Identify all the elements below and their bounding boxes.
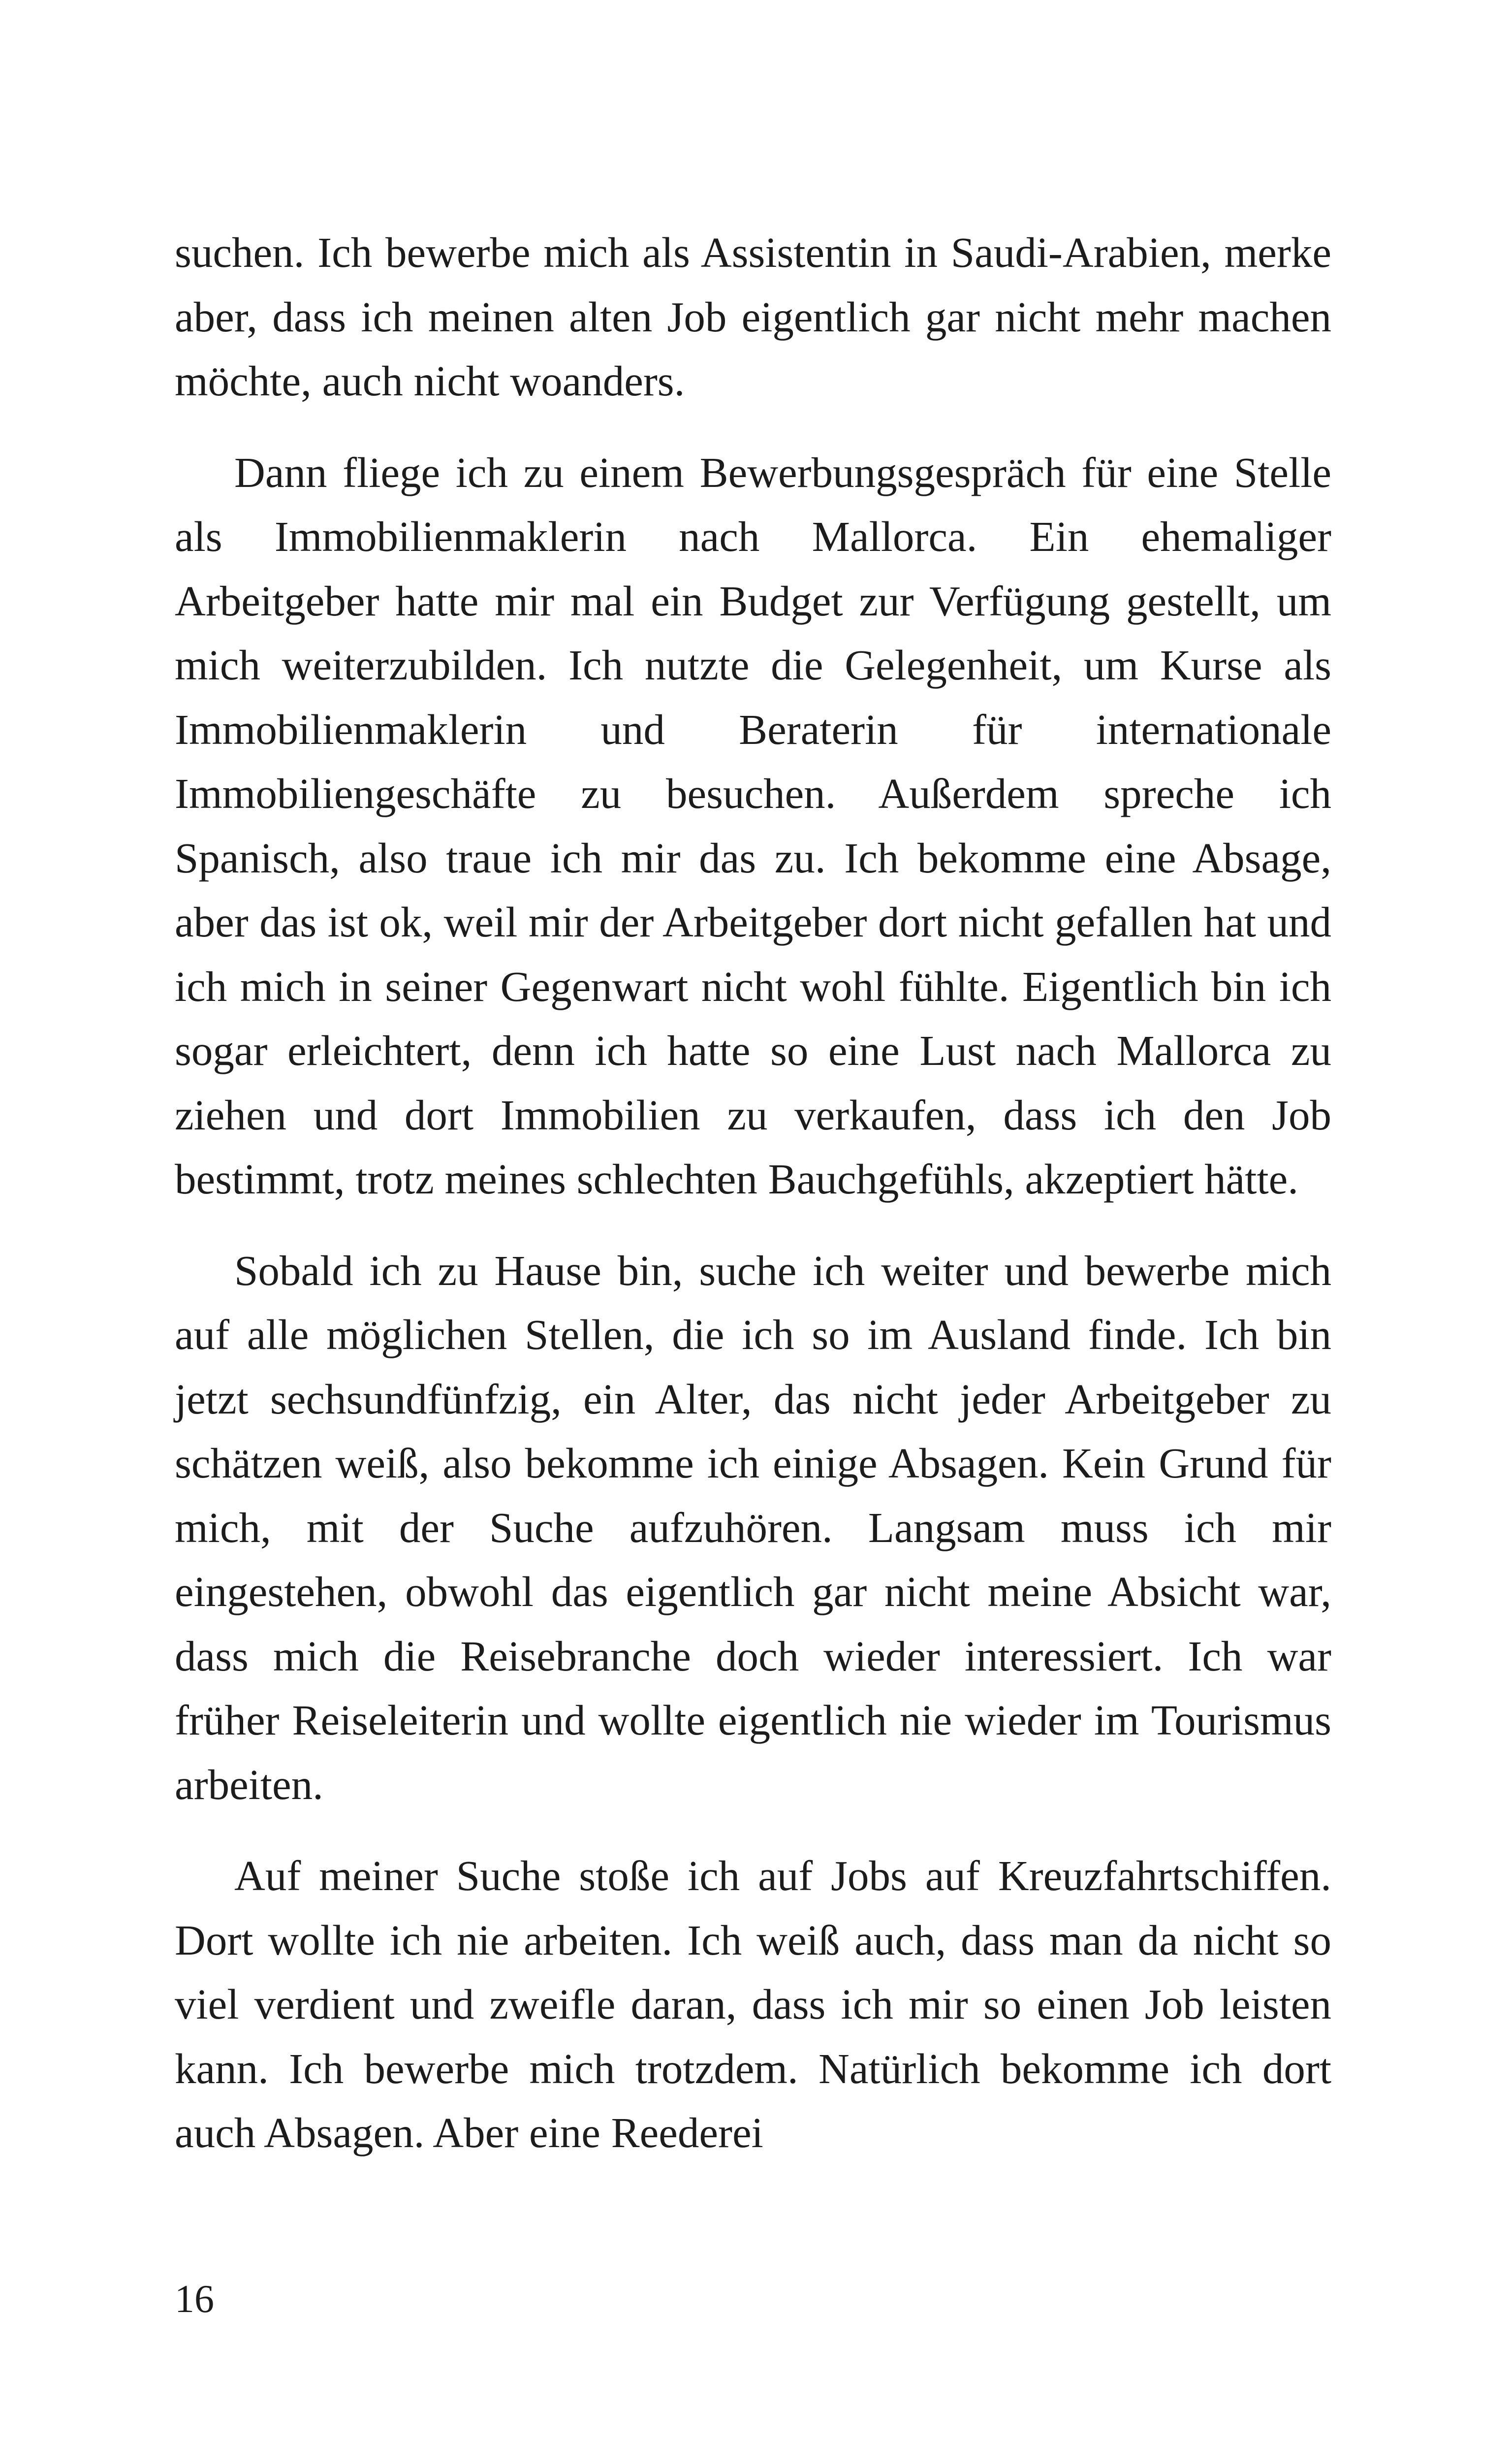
paragraph-2: Dann fliege ich zu einem Bewerbungsgespräch für eine Stelle als Immobilienmaklerin nach Mallorca. Ein ehemaliger Arbeitgeber hatte mir mal ein Budget zur Verfügung gestellt, um mich weiterzubilden. Ich nutzte die Gelegenheit, um Kurse als Immobilienmaklerin und Beraterin für internationale Immobiliengeschäfte zu besuchen. Außerdem spreche ich Spanisch, also traue ich mir das zu. Ich bekomme eine Absage, aber das ist ok, weil mir der Arbeitgeber dort nicht gefallen hat und ich mich in seiner Gegenwart nicht wohl fühlte. Eigentlich bin ich sogar erleichtert, denn ich hatte so eine Lust nach Mallorca zu ziehen und dort Immobilien zu verkaufen, dass ich den Job bestimmt, trotz meines schlechten Bauchgefühls, akzeptiert hätte.	[175, 448, 1331, 1203]
page-number: 16	[175, 2278, 214, 2321]
paragraph-4: Auf meiner Suche stoße ich auf Jobs auf Kreuzfahrtschiffen. Dort wollte ich nie arbeiten. Ich weiß auch, dass man da nicht so viel verdient und zweifle daran, dass ich mir so einen Job leisten kann. Ich bewerbe mich trotzdem. Natürlich bekomme ich dort auch Absagen. Aber eine Reederei	[175, 1852, 1331, 2156]
paragraph-1: suchen. Ich bewerbe mich als Assistentin in Saudi-Arabien, merke aber, dass ich meinen alten Job eigentlich gar nicht mehr machen möchte, auch nicht woanders.	[175, 228, 1331, 405]
paragraph-3: Sobald ich zu Hause bin, suche ich weiter und bewerbe mich auf alle möglichen Stellen, die ich so im Ausland finde. Ich bin jetzt sechsundfünfzig, ein Alter, das nicht jeder Arbeitgeber zu schätzen weiß, also bekomme ich einige Absagen. Kein Grund für mich, mit der Suche aufzuhören. Langsam muss ich mir eingestehen, obwohl das eigentlich gar nicht meine Absicht war, dass mich die Reisebranche doch wieder interessiert. Ich war früher Reiseleiterin und wollte eigentlich nie wieder im Tourismus arbeiten.	[175, 1246, 1331, 1808]
body-text	[175, 221, 1331, 2165]
